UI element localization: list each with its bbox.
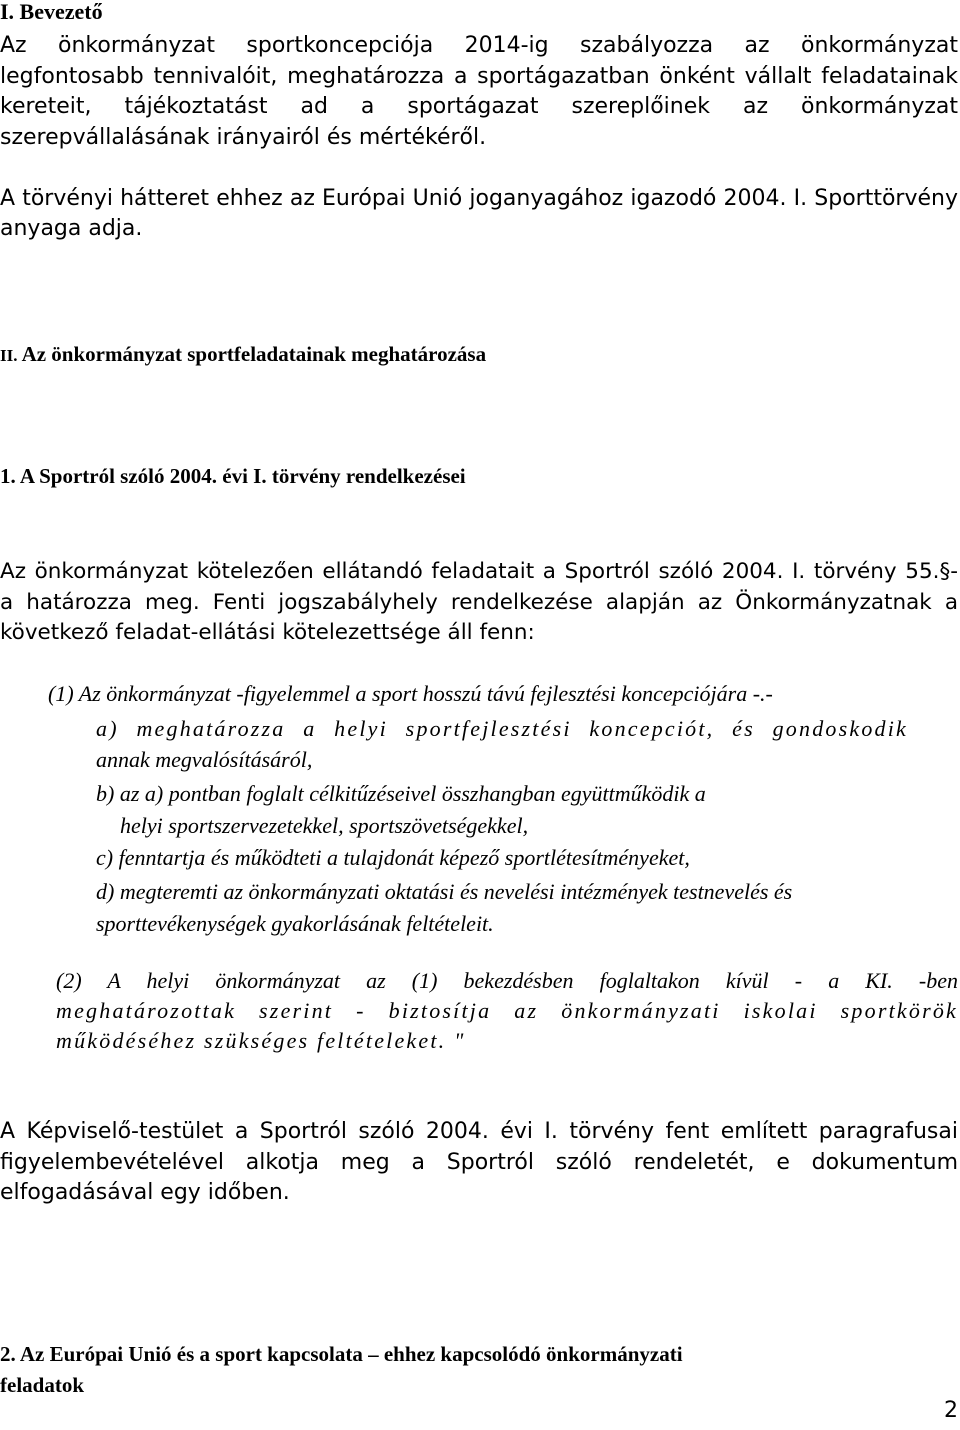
text-line: szerepvállalásának irányairól és mértékéről. [0, 124, 487, 150]
text-line: elfogadásával egy időben. [0, 1180, 290, 1205]
section-title: Az önkormányzat sportfeladatainak meghatározása [17, 342, 487, 366]
section-heading-feladatok [0, 339, 958, 371]
quote-item-c: c) fenntartja és működteti a tulajdonát képező sportlétesítményeket, [96, 845, 690, 870]
section-number: II. [0, 346, 18, 365]
text-line: meghatározottak szerint - biztosítja az önkormányzati iskolai sportkörök [56, 998, 958, 1023]
text-line: feladatok [0, 1373, 84, 1397]
quote-item-2 [56, 966, 958, 1056]
quote-item-d [96, 876, 906, 940]
quote-item-a [96, 713, 908, 775]
text-line: (2) A helyi önkormányzat az (1) bekezdésben foglaltakon kívül - a KI. -ben [56, 968, 958, 993]
text-line: Az önkormányzat sportkoncepciója 2014-ig szabályozza az önkormányzat [0, 33, 958, 58]
text-line: figyelembevételével alkotja meg a Sportról szóló rendeletét, e dokumentum [0, 1149, 958, 1175]
council-paragraph [0, 1117, 958, 1209]
text-line: Az önkormányzat kötelezően ellátandó feladatait a Sportról szóló 2004. I. törvény 55.§- [0, 559, 958, 584]
text-line: kereteit, tájékoztatást ad a sportágazat szereplőinek az önkormányzat [0, 94, 958, 119]
text-line: sporttevékenységek gyakorlásának feltételeit. [96, 911, 494, 936]
subsection-heading-1: 1. A Sportról szóló 2004. évi I. törvény rendelkezései [0, 464, 466, 488]
legal-background-paragraph [0, 184, 958, 244]
section-heading-bevezeto: I. Bevezető [0, 0, 103, 24]
quote-item-b [96, 778, 896, 842]
page-number: 2 [944, 1398, 958, 1423]
text-line: d) megteremti az önkormányzati oktatási és nevelési intézmények testnevelés és [96, 879, 793, 904]
text-line: működéséhez szükséges feltételeket. " [56, 1028, 466, 1053]
intro-paragraph [0, 31, 958, 153]
text-line: következő feladat-ellátási kötelezettsége áll fenn: [0, 620, 535, 645]
quote-item-1: (1) Az önkormányzat -figyelemmel a sport hosszú távú fejlesztési koncepciójára -.- [48, 681, 773, 706]
text-line: A Képviselő-testület a Sportról szóló 2004. évi I. törvény fent említett paragrafusai [0, 1119, 958, 1144]
text-line: b) az a) pontban foglalt célkitűzéseivel összhangban együttműködik a [96, 781, 706, 806]
text-line: a) meghatározza a helyi sportfejlesztési koncepciót, és gondoskodik [96, 716, 908, 741]
text-line: annak megvalósításáról, [96, 747, 313, 772]
text-line: A törvényi hátteret ehhez az Európai Unió joganyagához igazodó 2004. I. Sporttörvény [0, 186, 958, 211]
text-line: anyaga adja. [0, 216, 143, 241]
text-line: a határozza meg. Fenti jogszabályhely rendelkezése alapján az Önkormányzatnak a [0, 589, 958, 615]
text-line: helyi sportszervezetekkel, sportszövetségekkel, [120, 813, 529, 838]
obligations-paragraph [0, 557, 958, 649]
text-line: 2. Az Európai Unió és a sport kapcsolata – ehhez kapcsolódó önkormányzati [0, 1342, 683, 1366]
subsection-heading-2 [0, 1339, 958, 1401]
text-line: legfontosabb tennivalóit, meghatározza a sportágazatban önként vállalt feladatainak [0, 63, 958, 89]
